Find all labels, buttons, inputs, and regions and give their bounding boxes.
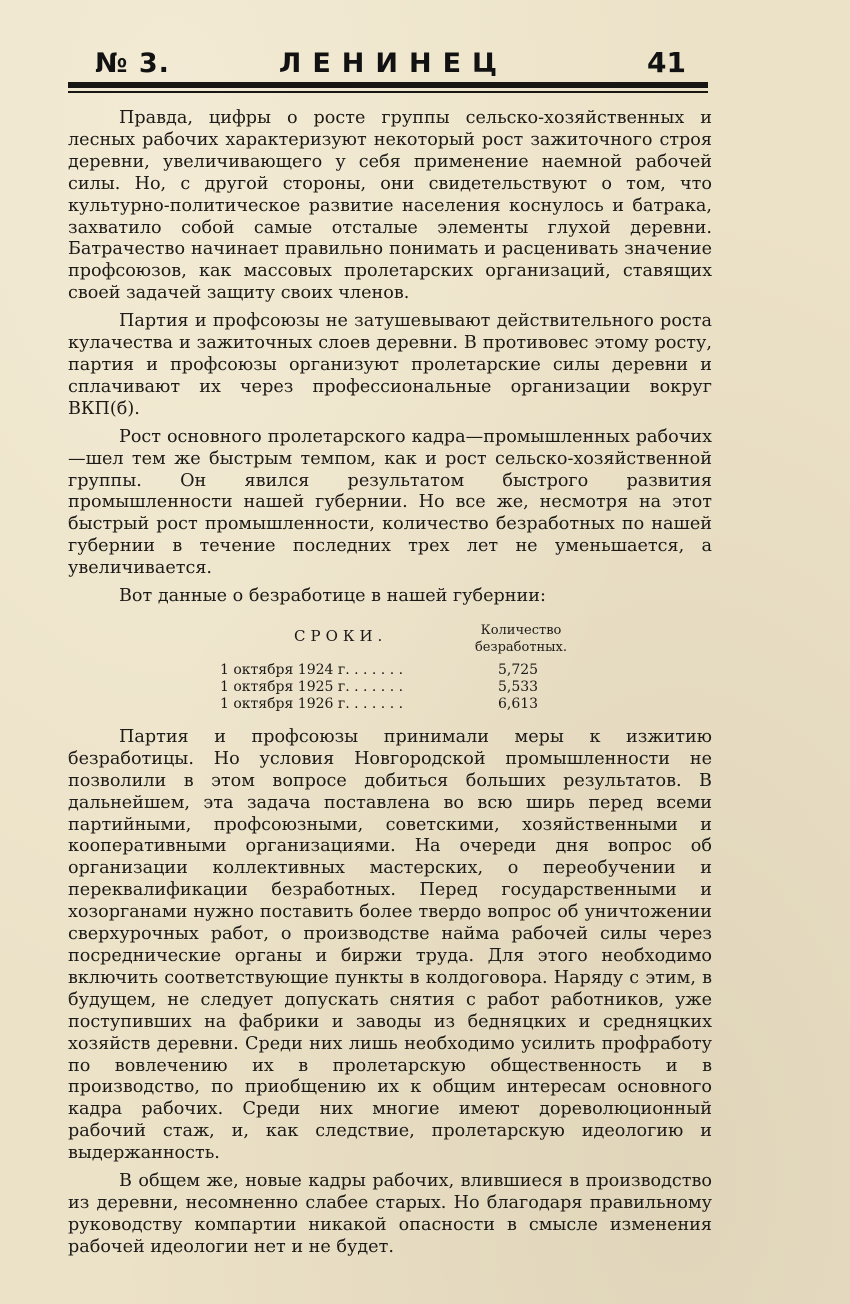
table-row bbox=[68, 696, 712, 713]
row-date: 1 октября 1924 г. . . . . . . bbox=[220, 661, 404, 678]
table-row bbox=[68, 679, 712, 696]
unemployment-table bbox=[68, 622, 712, 713]
paragraph: Рост основного пролетарского кадра—промышленных рабочих—шел тем же быстрым темпом, как и рост сельско-хозяйственной группы. Он явился результатом быстрого развития промышленности нашей губернии. Но все же, несмотря на этот быстрый рост промышленности, количество безработных по нашей губернии в течение последних трех лет не уменьшается, а увеличивается. bbox=[68, 426, 712, 579]
header-rule-thin bbox=[68, 91, 708, 93]
row-value: 6,613 bbox=[498, 695, 539, 712]
page-number: 41 bbox=[647, 46, 686, 79]
issue-number: № 3. bbox=[95, 48, 170, 79]
column-header-count-line1: Количество bbox=[480, 622, 562, 638]
row-date: 1 октября 1925 г. . . . . . . bbox=[220, 678, 404, 695]
column-header-count-line2: безработных. bbox=[474, 639, 567, 655]
paragraph: Партия и профсоюзы принимали меры к изжитию безработицы. Но условия Новгородской промышленности не позволили в этом вопросе добиться больших результатов. В дальнейшем, эта задача поставлена во всю ширь перед всеми партийными, профсоюзными, советскими, хозяйственными и кооперативными организациями. На очереди дня вопрос об организации коллективных мастерских, о переобучении и переквалификации безработных. Перед государственными и хозорганами нужно поставить более твердо вопрос об уничтожении сверхурочных работ, о производстве найма рабочей силы через посреднические органы и биржи труда. Для этого необходимо включить соответствующие пункты в колдоговора. Наряду с этим, в будущем, не следует допускать снятия с работ работников, уже поступивших на фабрики и заводы из бедняцких и средняцких хозяйств деревни. Среди них лишь необходимо усилить профработу по вовлечению их в пролетарскую общественность и в производство, по приобщению их к общим интересам основного кадра рабочих. Среди них многие имеют дореволюционный рабочий стаж, и, как следствие, пролетарскую идеологию и выдержанность. bbox=[68, 726, 712, 1164]
header-rule-thick bbox=[68, 82, 708, 88]
paragraph: В общем же, новые кадры рабочих, влившиеся в производство из деревни, несомненно слабее старых. Но благодаря правильному руководству компартии никакой опасности в смысле изменения рабочей идеологии нет и не будет. bbox=[68, 1171, 712, 1257]
row-value: 5,725 bbox=[498, 661, 539, 678]
table-row bbox=[68, 662, 712, 679]
paragraph: Правда, цифры о росте группы сельско-хозяйственных и лесных рабочих характеризуют некоторый рост зажиточного строя деревни, увеличивающего у себя применение наемной рабочей силы. Но, с другой стороны, они свидетельствуют о том, что культурно-политическое развитие населения коснулось и батрака, захватило собой самые отсталые элементы глухой деревни. Батрачество начинает правильно понимать и расценивать значение профсоюзов, как массовых пролетарских организаций, ставящих своей задачей защиту своих членов. bbox=[68, 108, 712, 304]
article-body bbox=[68, 108, 712, 1265]
row-date: 1 октября 1926 г. . . . . . . bbox=[220, 695, 404, 712]
table-header bbox=[68, 622, 712, 662]
column-header-dates: СРОКИ. bbox=[294, 626, 388, 645]
row-value: 5,533 bbox=[498, 678, 539, 695]
column-header-count bbox=[456, 622, 586, 656]
table-intro: Вот данные о безработице в нашей губернии: bbox=[119, 586, 546, 607]
paragraph: Партия и профсоюзы не затушевывают действительного роста кулачества и зажиточных слоев деревни. В противовес этому росту, партия и профсоюзы организуют пролетарские силы деревни и сплачивают их через профессиональные организации вокруг ВКП(б). bbox=[68, 311, 712, 419]
article-continuation bbox=[68, 727, 712, 1259]
journal-title: ЛЕНИНЕЦ bbox=[278, 48, 509, 79]
page-header bbox=[68, 42, 708, 86]
